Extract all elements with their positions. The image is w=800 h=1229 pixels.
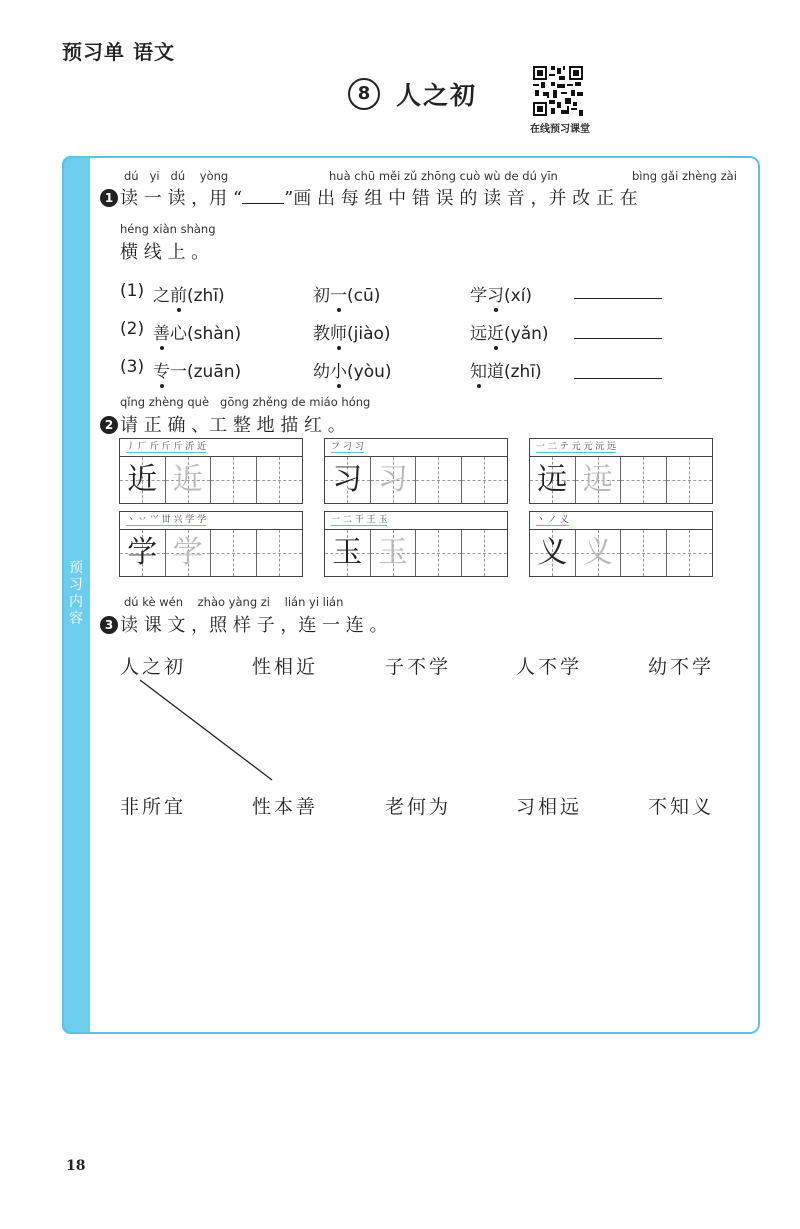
q1-number: 1 — [100, 189, 118, 207]
write-cell[interactable] — [416, 530, 462, 576]
pinyin: zhōng — [420, 169, 456, 183]
q1-pinyin-2: héng xiàn shàng — [120, 222, 216, 236]
model-cell — [530, 530, 576, 576]
trace-cell[interactable] — [576, 530, 622, 576]
q1-row-1-item-2 — [313, 281, 380, 306]
q2-pinyin: qǐng zhèng què gōng zhěng de miáo hóng — [120, 395, 371, 409]
model-char: 近 — [127, 462, 158, 497]
model-char: 学 — [127, 535, 158, 570]
side-label-char: 内 — [69, 594, 83, 610]
q1-row-3-item-1 — [153, 357, 241, 382]
q1-instruction-2: 横 线 上 。 — [120, 242, 210, 263]
q1-row-3-item-2 — [313, 357, 392, 382]
match-top-5[interactable]: 幼不学 — [648, 656, 715, 678]
answer-line[interactable] — [574, 378, 662, 379]
side-label — [62, 560, 90, 628]
match-top-4[interactable]: 人不学 — [516, 656, 583, 678]
dotted-char: 习 — [487, 281, 504, 306]
match-top-3[interactable]: 子不学 — [385, 656, 452, 678]
model-char: 玉 — [332, 535, 363, 570]
pinyin: (yǎn) — [504, 324, 549, 344]
write-cell[interactable] — [621, 457, 667, 503]
pinyin: cuò — [459, 169, 481, 183]
pinyin: zhèng — [681, 169, 717, 183]
stroke-order — [530, 512, 712, 530]
dotted-char: 专 — [153, 357, 170, 382]
trace-cell[interactable] — [371, 530, 417, 576]
q1-text-a: 读 一 读 ，用 “ — [120, 188, 243, 209]
dotted-char: 善 — [153, 319, 170, 344]
q1-pinyin — [329, 169, 558, 183]
write-cell[interactable] — [667, 530, 712, 576]
write-cell[interactable] — [257, 457, 302, 503]
q1-text-b: ”画 出 每 组 中 错 误 的 读 音 ，并 改 正 在 — [284, 188, 638, 209]
model-char: 义 — [537, 535, 568, 570]
pinyin: yòng — [199, 169, 229, 183]
lesson-title — [348, 76, 477, 112]
q1-row-2-item-1 — [153, 319, 241, 344]
pinyin: měi — [378, 169, 401, 183]
q2-instruction — [100, 411, 346, 437]
underline-sample — [242, 189, 284, 204]
write-cell[interactable] — [211, 530, 257, 576]
q1-row-3-no: (3) — [120, 357, 145, 377]
q1-row-3-item-3 — [470, 357, 542, 382]
stroke-order — [325, 439, 507, 457]
q1-row-1-item-3 — [470, 281, 532, 306]
model-char: 远 — [537, 462, 568, 497]
char: 初 — [313, 286, 330, 306]
stroke-order-text: 丿 厂 斤 斤 斤 沂 近 — [126, 442, 207, 452]
lesson-name: 人之初 — [396, 81, 478, 110]
pinyin: dú — [522, 169, 537, 183]
write-cell[interactable] — [257, 530, 302, 576]
pinyin: 一(zuān) — [170, 362, 242, 382]
pinyin: dú — [124, 169, 139, 183]
stroke-order — [530, 439, 712, 457]
q1-row-2-item-3 — [470, 319, 549, 344]
model-cell — [530, 457, 576, 503]
stroke-order-text: 一 二 テ 元 元 沅 远 — [536, 442, 617, 452]
pinyin: (zhī) — [187, 286, 225, 306]
header-title: 预习单 语文 — [62, 40, 175, 64]
char: 幼 — [313, 362, 330, 382]
q1-instruction — [100, 184, 760, 210]
pinyin: dú — [170, 169, 186, 183]
match-top-1[interactable]: 人之初 — [120, 656, 187, 678]
write-cell[interactable] — [667, 457, 712, 503]
pinyin: 道(zhī) — [487, 362, 542, 382]
pinyin: wù — [483, 169, 501, 183]
model-cell — [120, 530, 166, 576]
write-cell[interactable] — [462, 530, 507, 576]
trace-char: 习 — [377, 462, 408, 497]
pinyin: yi — [149, 169, 160, 183]
tracing-box — [324, 438, 508, 504]
pinyin: zài — [720, 169, 737, 183]
dotted-char: 知 — [470, 357, 487, 382]
match-bottom-1[interactable]: 非所宜 — [120, 796, 187, 818]
stroke-order — [325, 512, 507, 530]
dotted-char: 一 — [330, 281, 347, 306]
model-cell — [120, 457, 166, 503]
pinyin: gǎi — [660, 169, 679, 183]
char: 教 — [313, 324, 330, 344]
pinyin: (cū) — [347, 286, 381, 306]
stroke-order-text: フ 刁 习 — [331, 442, 364, 452]
q3-number: 3 — [100, 616, 118, 634]
q3-pinyin: dú kè wén zhào yàng zi lián yi lián — [124, 595, 344, 609]
qr-label: 在线预习课堂 — [530, 124, 590, 135]
q1-row-2-no: (2) — [120, 319, 145, 339]
q1-pinyin — [632, 169, 737, 183]
pinyin: (xí) — [504, 286, 533, 306]
pinyin: bìng — [632, 169, 658, 183]
match-bottom-5[interactable]: 不知义 — [648, 796, 715, 818]
pinyin: 心(shàn) — [170, 324, 242, 344]
tracing-box — [529, 511, 713, 577]
trace-cell[interactable] — [576, 457, 622, 503]
stroke-order-text: 一 二 干 王 玉 — [331, 515, 388, 525]
q2-text: 请 正 确 、工 整 地 描 红 。 — [120, 415, 346, 436]
model-cell — [325, 530, 371, 576]
q3-text: 读 课 文 ，照 样 子 ，连 一 连 。 — [120, 615, 388, 636]
pinyin: zǔ — [403, 169, 418, 183]
trace-cell[interactable] — [371, 457, 417, 503]
char: 之 — [153, 286, 170, 306]
dotted-char: 前 — [170, 281, 187, 306]
side-label-char: 习 — [69, 577, 83, 593]
model-char: 习 — [332, 462, 363, 497]
write-cell[interactable] — [211, 457, 257, 503]
write-cell[interactable] — [462, 457, 507, 503]
match-bottom-2[interactable]: 性本善 — [252, 796, 319, 818]
tracing-box — [119, 438, 303, 504]
pinyin: (jiào) — [347, 324, 391, 344]
stroke-order — [120, 439, 302, 457]
answer-line[interactable] — [574, 338, 662, 339]
stroke-order-text: 丶 ノ 义 — [536, 515, 569, 525]
write-cell[interactable] — [416, 457, 462, 503]
pinyin: de — [504, 169, 519, 183]
tracing-box — [324, 511, 508, 577]
side-label-char: 预 — [69, 560, 83, 576]
q2-number: 2 — [100, 416, 118, 434]
q1-pinyin — [124, 169, 228, 183]
trace-char: 玉 — [377, 535, 408, 570]
tracing-box — [529, 438, 713, 504]
trace-char: 远 — [582, 462, 613, 497]
match-bottom-4[interactable]: 习相远 — [516, 796, 583, 818]
pinyin: chū — [354, 169, 376, 183]
dotted-char: 师 — [330, 319, 347, 344]
trace-char: 义 — [582, 535, 613, 570]
q1-row-1-no: (1) — [120, 281, 145, 301]
page-number: 18 — [66, 1158, 86, 1174]
model-cell — [325, 457, 371, 503]
write-cell[interactable] — [621, 530, 667, 576]
match-top-2[interactable]: 性相近 — [252, 656, 319, 678]
pinyin: (yòu) — [347, 362, 392, 382]
dotted-char: 小 — [330, 357, 347, 382]
trace-char: 近 — [172, 462, 203, 497]
dotted-char: 近 — [487, 319, 504, 344]
stroke-order — [120, 512, 302, 530]
pinyin: huà — [329, 169, 351, 183]
char: 学 — [470, 286, 487, 306]
trace-char: 学 — [172, 535, 203, 570]
answer-line[interactable] — [574, 298, 662, 299]
pinyin: yīn — [540, 169, 558, 183]
stroke-order-text: 丶 丷 ⺍ 丗 兴 学 学 — [126, 515, 207, 525]
tracing-box — [119, 511, 303, 577]
q1-row-2-item-2 — [313, 319, 391, 344]
side-label-char: 容 — [69, 611, 83, 627]
qr-code-icon[interactable] — [533, 66, 583, 116]
lesson-number: 8 — [348, 78, 380, 110]
q3-instruction — [100, 611, 388, 637]
trace-cell[interactable] — [166, 457, 212, 503]
q1-row-1-item-1 — [153, 281, 225, 306]
char: 远 — [470, 324, 487, 344]
match-bottom-3[interactable]: 老何为 — [385, 796, 452, 818]
trace-cell[interactable] — [166, 530, 212, 576]
